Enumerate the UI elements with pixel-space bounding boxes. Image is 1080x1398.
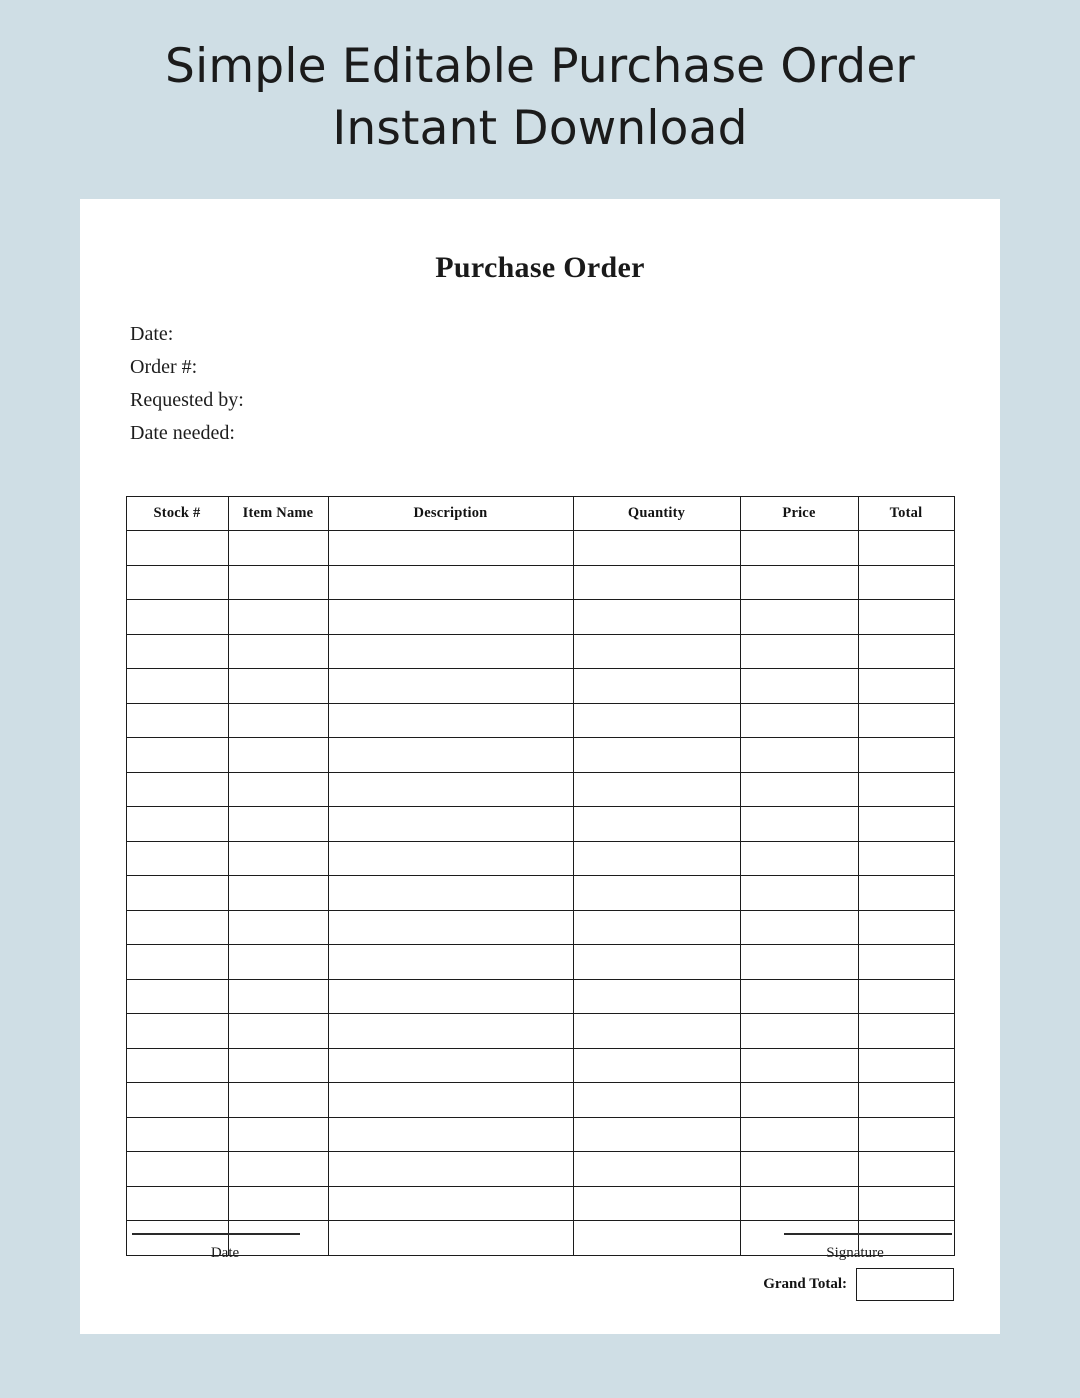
table-cell[interactable] xyxy=(740,634,858,669)
column-header-item-name: Item Name xyxy=(228,497,328,531)
table-cell[interactable] xyxy=(328,772,573,807)
table-cell[interactable] xyxy=(858,1083,954,1118)
table-cell[interactable] xyxy=(228,703,328,738)
meta-row-requested-by: Requested by: xyxy=(130,389,244,411)
table-cell[interactable] xyxy=(573,669,740,704)
promo-title-line-1: Simple Editable Purchase Order xyxy=(165,39,915,94)
table-cell[interactable] xyxy=(573,1152,740,1187)
table-cell[interactable] xyxy=(228,772,328,807)
meta-row-order-number: Order #: xyxy=(130,356,198,378)
table-cell[interactable] xyxy=(573,979,740,1014)
document-sheet xyxy=(80,199,1000,1334)
table-cell[interactable] xyxy=(858,841,954,876)
column-header-price: Price xyxy=(740,497,858,531)
table-cell[interactable] xyxy=(858,669,954,704)
table-cell[interactable] xyxy=(126,531,228,566)
table-row xyxy=(126,876,954,911)
table-cell[interactable] xyxy=(126,1083,228,1118)
table-row xyxy=(126,841,954,876)
table-cell[interactable] xyxy=(858,979,954,1014)
table-cell[interactable] xyxy=(126,703,228,738)
table-cell[interactable] xyxy=(328,841,573,876)
promo-title-line-2: Instant Download xyxy=(332,101,748,157)
table-cell[interactable] xyxy=(573,738,740,773)
table-row xyxy=(126,703,954,738)
table-cell[interactable] xyxy=(573,1014,740,1049)
table-row xyxy=(126,600,954,635)
table-cell[interactable] xyxy=(858,807,954,842)
table-cell[interactable] xyxy=(328,565,573,600)
table-cell[interactable] xyxy=(858,738,954,773)
table-cell[interactable] xyxy=(740,807,858,842)
table-cell[interactable] xyxy=(740,738,858,773)
table-row xyxy=(126,1048,954,1083)
table-cell[interactable] xyxy=(740,669,858,704)
table-cell[interactable] xyxy=(740,841,858,876)
table-cell[interactable] xyxy=(858,1014,954,1049)
date-signature-label: Date xyxy=(210,1245,240,1261)
date-signature-line[interactable] xyxy=(132,1233,300,1235)
table-cell[interactable] xyxy=(858,1048,954,1083)
table-cell[interactable] xyxy=(573,703,740,738)
purchase-order-table xyxy=(126,496,955,1256)
grand-total-row xyxy=(126,1268,954,1301)
table-cell[interactable] xyxy=(740,1083,858,1118)
table-cell[interactable] xyxy=(328,738,573,773)
table-cell[interactable] xyxy=(228,876,328,911)
table-cell[interactable] xyxy=(328,876,573,911)
table-cell[interactable] xyxy=(328,910,573,945)
table-row xyxy=(126,1014,954,1049)
table-cell[interactable] xyxy=(126,669,228,704)
table-cell[interactable] xyxy=(126,910,228,945)
column-header-description: Description xyxy=(328,497,573,531)
meta-block xyxy=(80,319,1000,449)
table-cell[interactable] xyxy=(228,1048,328,1083)
table-cell[interactable] xyxy=(228,738,328,773)
table-row xyxy=(126,979,954,1014)
table-cell[interactable] xyxy=(740,1048,858,1083)
table-cell[interactable] xyxy=(126,876,228,911)
table-cell[interactable] xyxy=(328,979,573,1014)
table-row xyxy=(126,807,954,842)
table-cell[interactable] xyxy=(126,634,228,669)
table-cell[interactable] xyxy=(228,1117,328,1152)
table-cell[interactable] xyxy=(328,1117,573,1152)
table-cell[interactable] xyxy=(328,1186,573,1221)
table-cell[interactable] xyxy=(858,1152,954,1187)
table-cell[interactable] xyxy=(740,979,858,1014)
table-cell[interactable] xyxy=(126,1014,228,1049)
promo-title xyxy=(0,0,1080,160)
meta-row-date: Date: xyxy=(130,323,174,345)
table-cell[interactable] xyxy=(228,1014,328,1049)
table-row xyxy=(126,1117,954,1152)
table-cell[interactable] xyxy=(573,1048,740,1083)
table-row xyxy=(126,634,954,669)
page-title: Purchase Order xyxy=(435,251,645,284)
table-cell[interactable] xyxy=(858,1186,954,1221)
table-cell[interactable] xyxy=(228,807,328,842)
table-row xyxy=(126,1083,954,1118)
table-cell[interactable] xyxy=(228,910,328,945)
table-cell[interactable] xyxy=(573,945,740,980)
table-cell[interactable] xyxy=(858,531,954,566)
table-cell[interactable] xyxy=(573,807,740,842)
table-cell[interactable] xyxy=(228,531,328,566)
column-header-total: Total xyxy=(858,497,954,531)
table-cell[interactable] xyxy=(126,807,228,842)
table-row xyxy=(126,945,954,980)
table-row xyxy=(126,669,954,704)
table-row xyxy=(126,738,954,773)
table-cell[interactable] xyxy=(126,1048,228,1083)
table-cell[interactable] xyxy=(126,565,228,600)
date-signature-block xyxy=(120,1233,330,1262)
table-cell[interactable] xyxy=(228,945,328,980)
table-body xyxy=(126,531,954,1256)
table-cell[interactable] xyxy=(328,807,573,842)
table-cell[interactable] xyxy=(228,979,328,1014)
table-cell[interactable] xyxy=(740,910,858,945)
table-cell[interactable] xyxy=(328,1048,573,1083)
grand-total-label: Grand Total: xyxy=(763,1275,847,1292)
table-cell[interactable] xyxy=(328,669,573,704)
table-cell[interactable] xyxy=(573,1117,740,1152)
signature-line[interactable] xyxy=(784,1233,952,1235)
table-cell[interactable] xyxy=(740,600,858,635)
table-cell[interactable] xyxy=(228,565,328,600)
grand-total-field[interactable] xyxy=(856,1268,954,1301)
table-cell[interactable] xyxy=(858,634,954,669)
table-cell[interactable] xyxy=(740,945,858,980)
table-cell[interactable] xyxy=(328,1152,573,1187)
table-cell[interactable] xyxy=(740,876,858,911)
table-cell[interactable] xyxy=(573,1186,740,1221)
table-cell[interactable] xyxy=(740,772,858,807)
table-cell[interactable] xyxy=(126,1186,228,1221)
table-cell[interactable] xyxy=(573,841,740,876)
table-cell[interactable] xyxy=(858,600,954,635)
table-cell[interactable] xyxy=(858,772,954,807)
meta-row-date-needed: Date needed: xyxy=(130,422,235,444)
table-cell[interactable] xyxy=(228,600,328,635)
table-cell[interactable] xyxy=(573,634,740,669)
table-row xyxy=(126,1186,954,1221)
table-cell[interactable] xyxy=(858,703,954,738)
table-row xyxy=(126,531,954,566)
column-header-stock: Stock # xyxy=(126,497,228,531)
table-cell[interactable] xyxy=(740,1186,858,1221)
table-cell[interactable] xyxy=(126,738,228,773)
table-cell[interactable] xyxy=(328,945,573,980)
table-cell[interactable] xyxy=(573,565,740,600)
table-cell[interactable] xyxy=(328,1083,573,1118)
table-cell[interactable] xyxy=(858,910,954,945)
table-cell[interactable] xyxy=(228,1083,328,1118)
table-cell[interactable] xyxy=(858,1117,954,1152)
table-cell[interactable] xyxy=(126,772,228,807)
table-cell[interactable] xyxy=(328,634,573,669)
table-cell[interactable] xyxy=(228,1152,328,1187)
table-cell[interactable] xyxy=(126,841,228,876)
table-cell[interactable] xyxy=(740,1014,858,1049)
table-cell[interactable] xyxy=(126,945,228,980)
table-cell[interactable] xyxy=(228,1186,328,1221)
table-cell[interactable] xyxy=(573,1083,740,1118)
signature-label: Signature xyxy=(826,1245,884,1261)
table-cell[interactable] xyxy=(740,565,858,600)
table-cell[interactable] xyxy=(228,669,328,704)
table-cell[interactable] xyxy=(328,1014,573,1049)
table-cell[interactable] xyxy=(740,1117,858,1152)
table-cell[interactable] xyxy=(126,979,228,1014)
table-header-row xyxy=(126,497,954,531)
table-cell[interactable] xyxy=(126,1152,228,1187)
table-cell[interactable] xyxy=(328,703,573,738)
signature-area xyxy=(80,1233,1000,1262)
table-cell[interactable] xyxy=(858,565,954,600)
table-cell[interactable] xyxy=(740,703,858,738)
table-cell[interactable] xyxy=(573,876,740,911)
table-cell[interactable] xyxy=(573,772,740,807)
table-cell[interactable] xyxy=(126,600,228,635)
table-cell[interactable] xyxy=(858,945,954,980)
table-row xyxy=(126,772,954,807)
table-cell[interactable] xyxy=(573,600,740,635)
table-row xyxy=(126,1152,954,1187)
table-cell[interactable] xyxy=(228,634,328,669)
table-cell[interactable] xyxy=(573,910,740,945)
table-cell[interactable] xyxy=(328,531,573,566)
table-row xyxy=(126,565,954,600)
table-row xyxy=(126,910,954,945)
table-cell[interactable] xyxy=(126,1117,228,1152)
column-header-quantity: Quantity xyxy=(573,497,740,531)
table-cell[interactable] xyxy=(573,531,740,566)
signature-block xyxy=(750,1233,960,1262)
table-cell[interactable] xyxy=(740,1152,858,1187)
table-cell[interactable] xyxy=(228,841,328,876)
table-cell[interactable] xyxy=(328,600,573,635)
table-cell[interactable] xyxy=(740,531,858,566)
table-cell[interactable] xyxy=(858,876,954,911)
